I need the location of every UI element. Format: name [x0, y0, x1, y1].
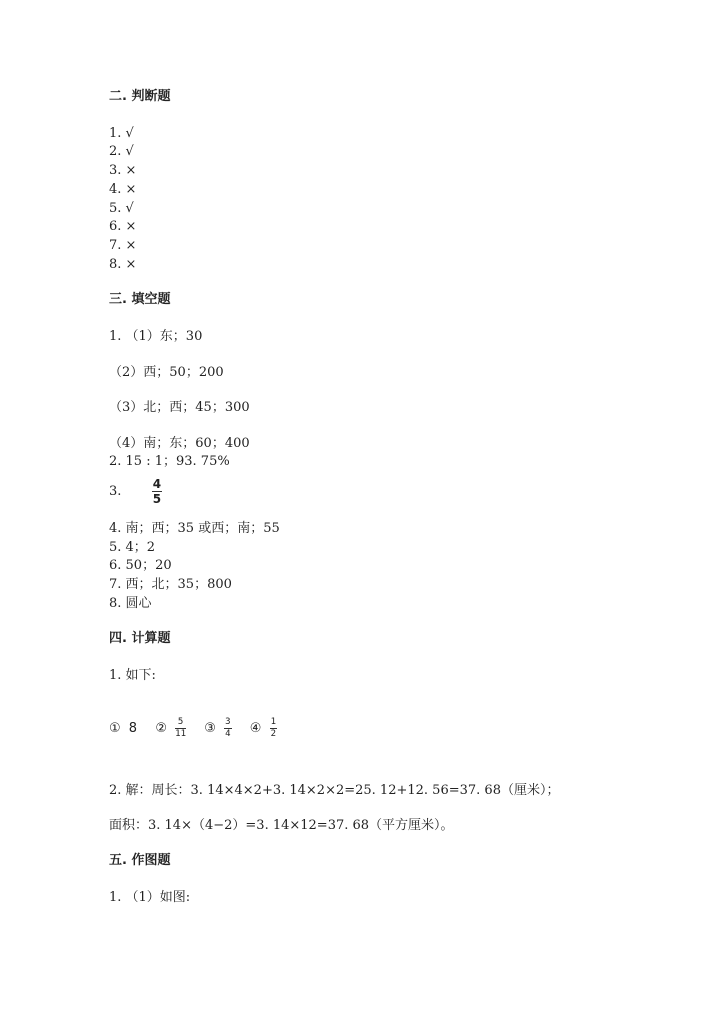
section-title-calc: 四. 计算题	[109, 631, 171, 646]
circled-number-2: ②	[155, 721, 168, 736]
answer-fraction-4	[270, 718, 277, 739]
circled-number-4: ④	[249, 721, 262, 736]
circled-number-3: ③	[204, 721, 216, 736]
section-title-draw: 五. 作图题	[109, 853, 171, 868]
fraction-numerator: 4	[152, 477, 162, 491]
answer-value-1: 8	[128, 721, 138, 736]
judge-item-4: 4. ×	[109, 182, 137, 197]
calc-q1-answers	[109, 718, 277, 739]
fill-q8: 8. 圆心	[109, 596, 152, 611]
judge-item-7: 7. ×	[109, 238, 137, 253]
fill-q1-part3: （3）北；西；45；300	[109, 400, 250, 415]
draw-q1: 1. （1）如图:	[109, 890, 191, 905]
judge-item-1: 1. √	[109, 126, 134, 141]
fill-q4: 4. 南；西；35 或西；南；55	[109, 521, 280, 536]
judge-item-8: 8. ×	[109, 257, 137, 272]
judge-item-6: 6. ×	[109, 219, 137, 234]
fill-q1-part2: （2）西；50；200	[109, 365, 224, 380]
fill-q5: 5. 4；2	[109, 540, 156, 555]
fill-q2: 2. 15 : 1；93. 75%	[109, 454, 230, 469]
calc-q1: 1. 如下:	[109, 668, 156, 683]
fill-q1-part4: （4）南；东；60；400	[109, 436, 250, 451]
section-title-fill: 三. 填空题	[109, 292, 171, 307]
section-title-judge: 二. 判断题	[109, 89, 171, 104]
fraction-numerator: 1	[270, 717, 276, 727]
fraction-numerator: 3	[225, 717, 231, 727]
fraction-denominator: 2	[270, 729, 276, 739]
fraction-numerator: 5	[175, 718, 186, 729]
answer-fraction-3	[224, 718, 231, 739]
fill-q3-label: 3.	[109, 484, 122, 499]
fill-q3	[109, 478, 162, 505]
fraction-denominator: 4	[225, 729, 231, 739]
calc-q2-perimeter: 2. 解：周长：3. 14×4×2+3. 14×2×2=25. 12+12. 56=37. 68（厘米）；	[109, 783, 560, 798]
circled-number-1: ①	[109, 721, 121, 736]
fill-q6: 6. 50；20	[109, 558, 172, 573]
judge-item-3: 3. ×	[109, 163, 137, 178]
answer-fraction-2	[175, 718, 186, 739]
fill-q3-fraction	[152, 478, 162, 505]
fraction-denominator: 5	[152, 492, 162, 506]
calc-q2-area: 面积：3. 14×（4−2）=3. 14×12=37. 68（平方厘米）。	[109, 818, 454, 833]
fraction-denominator: 11	[175, 729, 186, 739]
judge-item-5: 5. √	[109, 201, 134, 216]
fill-q1-part1: 1. （1）东；30	[109, 329, 203, 344]
fill-q7: 7. 西；北；35；800	[109, 577, 232, 592]
judge-item-2: 2. √	[109, 144, 134, 159]
